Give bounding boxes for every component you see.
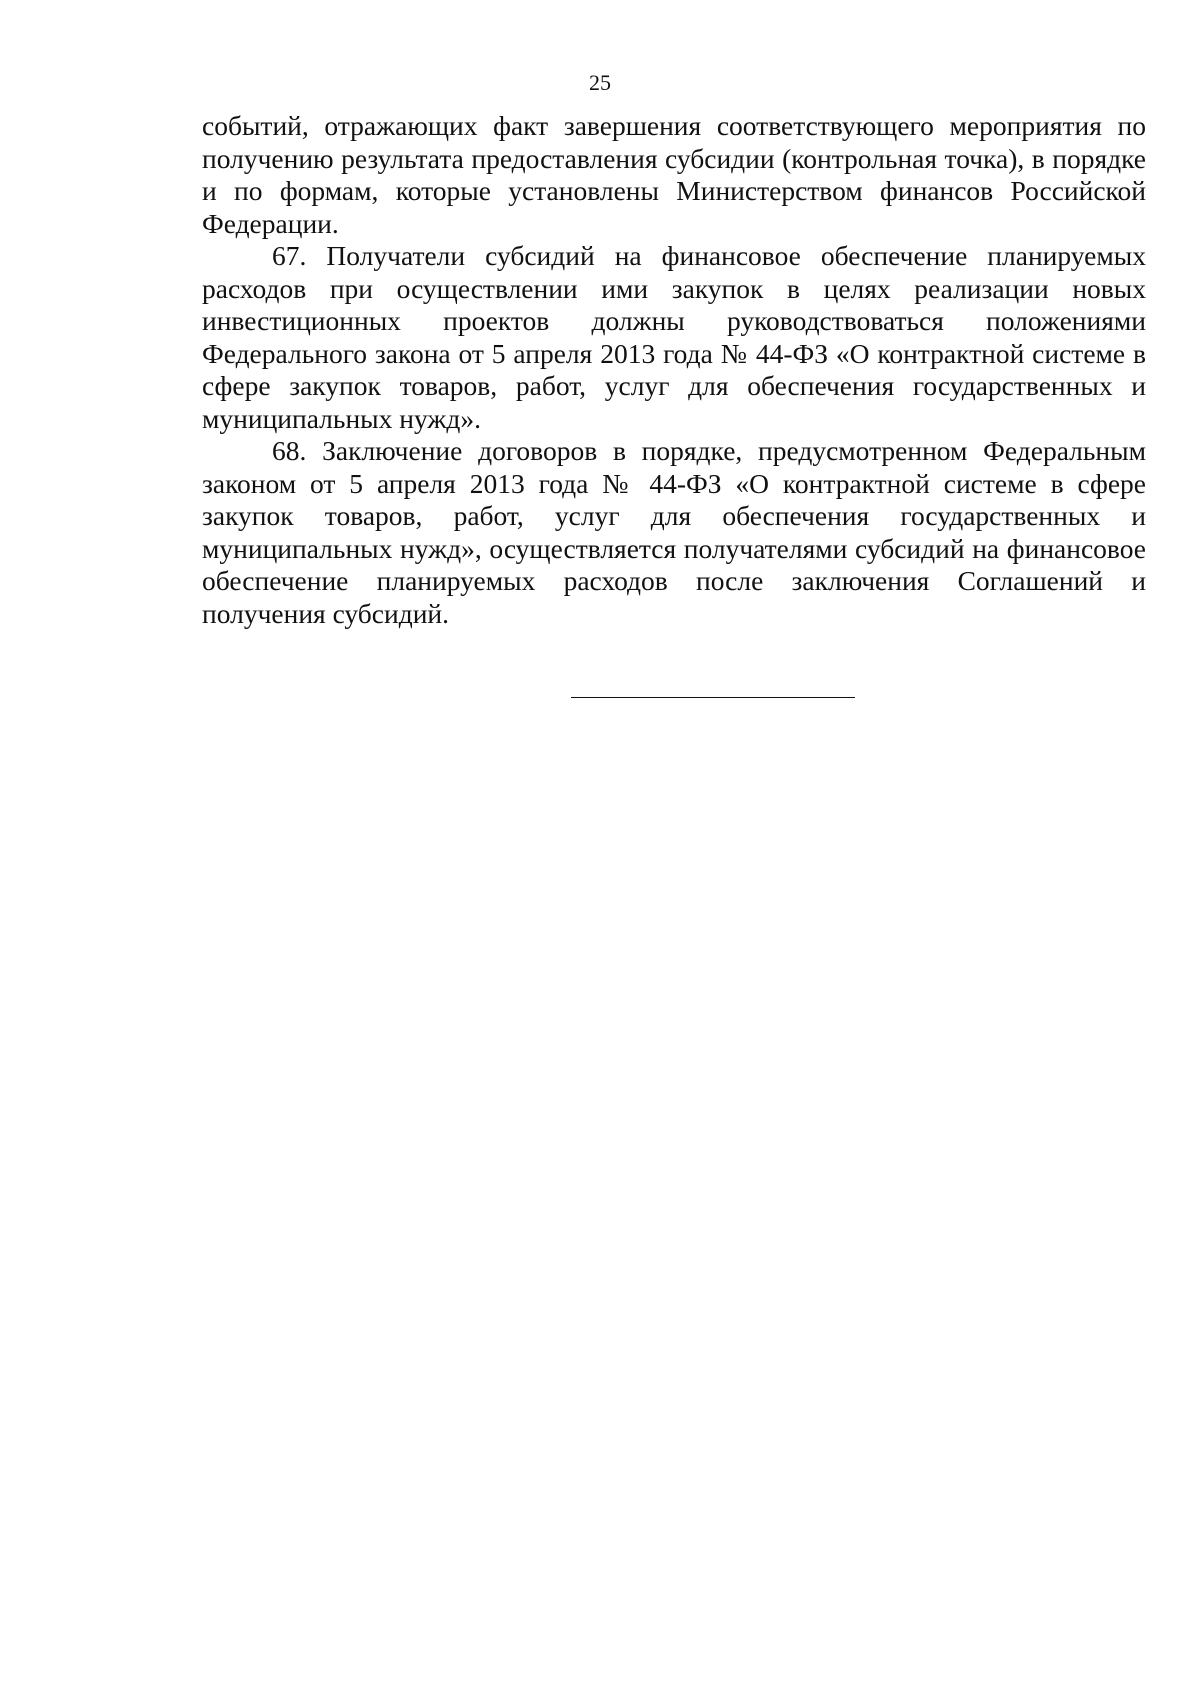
page-number: 25 bbox=[589, 70, 611, 95]
paragraph-68: 68. Заключение договоров в порядке, предусмотренном Федеральным законом от 5 апреля 2013 года № 44-ФЗ «О контрактной системе в сфере закупок товаров, работ, услуг для обеспечения государственных и муниципальных нужд», осуществляется получателями субсидий на финансовое обеспечение планируемых расходов после заключения Соглашений и получения субсидий. bbox=[202, 435, 1146, 629]
document-end-rule bbox=[571, 697, 855, 698]
paragraph-67: 67. Получатели субсидий на финансовое обеспечение планируемых расходов при осуществлении ими закупок в целях реализации новых инвестиционных проектов должны руководствоваться положениями Федерального закона от 5 апреля 2013 года № 44-ФЗ «О контрактной системе в сфере закупок товаров, работ, услуг для обеспечения государственных и муниципальных нужд». bbox=[202, 240, 1146, 434]
document-body bbox=[202, 110, 1146, 630]
paragraph-continuation: событий, отражающих факт завершения соответствующего мероприятия по получению результата предоставления субсидии (контрольная точка), в порядке и по формам, которые установлены Министерством финансов Российской Федерации. bbox=[202, 110, 1146, 239]
